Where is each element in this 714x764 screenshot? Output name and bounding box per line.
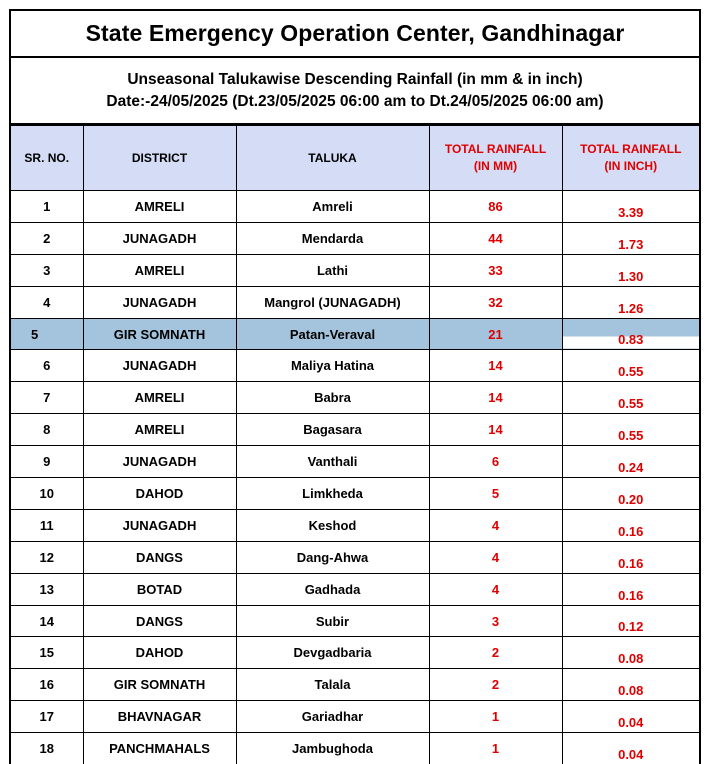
cell-taluka: Lathi	[236, 254, 429, 286]
table-row	[11, 191, 699, 223]
header-rainfall-mm-line1: TOTAL RAINFALL	[445, 142, 546, 156]
table-row	[11, 669, 699, 701]
table-row	[11, 382, 699, 414]
cell-sr-no: 2	[11, 222, 83, 254]
cell-rainfall-inch: 0.04	[562, 733, 699, 764]
cell-rainfall-inch: 0.08	[562, 637, 699, 669]
cell-district: BOTAD	[83, 573, 236, 605]
report-subtitle	[11, 58, 699, 125]
header-rainfall-inch-line2: (IN INCH)	[604, 159, 657, 173]
cell-district: JUNAGADH	[83, 222, 236, 254]
cell-rainfall-mm: 5	[429, 478, 562, 510]
cell-district: GIR SOMNATH	[83, 669, 236, 701]
cell-taluka: Limkheda	[236, 478, 429, 510]
table-row	[11, 350, 699, 382]
header-taluka: TALUKA	[236, 126, 429, 191]
cell-rainfall-mm: 86	[429, 191, 562, 223]
cell-rainfall-mm: 2	[429, 669, 562, 701]
cell-taluka: Bagasara	[236, 414, 429, 446]
header-sr-no: SR. NO.	[11, 126, 83, 191]
report-title: State Emergency Operation Center, Gandhinagar	[11, 11, 699, 58]
cell-rainfall-inch: 0.04	[562, 701, 699, 733]
table-row	[11, 478, 699, 510]
table-row	[11, 573, 699, 605]
cell-rainfall-inch: 3.39	[562, 191, 699, 223]
cell-rainfall-inch: 1.30	[562, 254, 699, 286]
cell-rainfall-mm: 4	[429, 573, 562, 605]
cell-district: GIR SOMNATH	[83, 318, 236, 350]
table-row	[11, 286, 699, 318]
cell-sr-no: 18	[11, 733, 83, 764]
cell-rainfall-mm: 3	[429, 605, 562, 637]
cell-taluka: Dang-Ahwa	[236, 541, 429, 573]
table-row	[11, 541, 699, 573]
table-row	[11, 254, 699, 286]
cell-sr-no: 4	[11, 286, 83, 318]
cell-rainfall-inch: 0.55	[562, 414, 699, 446]
cell-sr-no: 10	[11, 478, 83, 510]
cell-district: AMRELI	[83, 191, 236, 223]
cell-rainfall-mm: 4	[429, 541, 562, 573]
cell-rainfall-mm: 14	[429, 382, 562, 414]
table-row	[11, 701, 699, 733]
cell-rainfall-mm: 33	[429, 254, 562, 286]
cell-rainfall-inch: 0.12	[562, 605, 699, 637]
cell-rainfall-inch: 0.16	[562, 509, 699, 541]
cell-district: AMRELI	[83, 414, 236, 446]
cell-taluka: Babra	[236, 382, 429, 414]
cell-sr-no: 16	[11, 669, 83, 701]
cell-taluka: Subir	[236, 605, 429, 637]
cell-taluka: Devgadbaria	[236, 637, 429, 669]
cell-district: DANGS	[83, 541, 236, 573]
cell-rainfall-inch: 0.08	[562, 669, 699, 701]
cell-taluka: Gadhada	[236, 573, 429, 605]
cell-sr-no: 13	[11, 573, 83, 605]
cell-rainfall-inch: 0.20	[562, 478, 699, 510]
table-row	[11, 318, 699, 350]
table-row	[11, 222, 699, 254]
cell-rainfall-mm: 4	[429, 509, 562, 541]
cell-rainfall-inch: 0.24	[562, 446, 699, 478]
cell-district: PANCHMAHALS	[83, 733, 236, 764]
cell-district: AMRELI	[83, 254, 236, 286]
cell-rainfall-inch: 1.26	[562, 286, 699, 318]
cell-taluka: Talala	[236, 669, 429, 701]
rainfall-report-sheet	[9, 9, 701, 764]
cell-sr-no: 15	[11, 637, 83, 669]
cell-sr-no: 6	[11, 350, 83, 382]
cell-rainfall-inch: 0.55	[562, 382, 699, 414]
cell-rainfall-inch: 0.55	[562, 350, 699, 382]
cell-sr-no: 5	[11, 318, 83, 350]
cell-district: JUNAGADH	[83, 446, 236, 478]
table-body	[11, 191, 699, 764]
table-row	[11, 509, 699, 541]
cell-taluka: Gariadhar	[236, 701, 429, 733]
cell-rainfall-mm: 2	[429, 637, 562, 669]
cell-taluka: Patan-Veraval	[236, 318, 429, 350]
cell-rainfall-inch: 1.73	[562, 222, 699, 254]
table-row	[11, 446, 699, 478]
cell-district: JUNAGADH	[83, 509, 236, 541]
cell-taluka: Keshod	[236, 509, 429, 541]
cell-taluka: Mendarda	[236, 222, 429, 254]
table-row	[11, 637, 699, 669]
cell-rainfall-mm: 6	[429, 446, 562, 478]
cell-sr-no: 17	[11, 701, 83, 733]
cell-district: DAHOD	[83, 637, 236, 669]
table-row	[11, 733, 699, 764]
cell-sr-no: 3	[11, 254, 83, 286]
header-district: DISTRICT	[83, 126, 236, 191]
header-rainfall-mm-line2: (IN MM)	[474, 159, 517, 173]
cell-sr-no: 14	[11, 605, 83, 637]
cell-sr-no: 7	[11, 382, 83, 414]
subtitle-description: Unseasonal Talukawise Descending Rainfall (in mm & in inch)	[127, 69, 582, 91]
cell-district: AMRELI	[83, 382, 236, 414]
header-rainfall-inch	[562, 126, 699, 191]
cell-rainfall-mm: 1	[429, 701, 562, 733]
header-rainfall-mm	[429, 126, 562, 191]
cell-sr-no: 8	[11, 414, 83, 446]
cell-rainfall-mm: 1	[429, 733, 562, 764]
cell-sr-no: 9	[11, 446, 83, 478]
cell-taluka: Amreli	[236, 191, 429, 223]
header-rainfall-inch-line1: TOTAL RAINFALL	[580, 142, 681, 156]
cell-district: JUNAGADH	[83, 350, 236, 382]
cell-rainfall-mm: 44	[429, 222, 562, 254]
cell-district: BHAVNAGAR	[83, 701, 236, 733]
subtitle-date-range: Date:-24/05/2025 (Dt.23/05/2025 06:00 am to Dt.24/05/2025 06:00 am)	[106, 91, 603, 113]
cell-taluka: Maliya Hatina	[236, 350, 429, 382]
cell-sr-no: 1	[11, 191, 83, 223]
cell-district: JUNAGADH	[83, 286, 236, 318]
cell-rainfall-inch: 0.16	[562, 573, 699, 605]
cell-rainfall-mm: 14	[429, 350, 562, 382]
cell-rainfall-mm: 21	[429, 318, 562, 350]
cell-sr-no: 11	[11, 509, 83, 541]
cell-taluka: Jambughoda	[236, 733, 429, 764]
cell-rainfall-inch: 0.83	[562, 318, 699, 350]
table-row	[11, 414, 699, 446]
rainfall-table	[11, 125, 699, 764]
cell-sr-no: 12	[11, 541, 83, 573]
cell-rainfall-inch: 0.16	[562, 541, 699, 573]
cell-district: DANGS	[83, 605, 236, 637]
cell-taluka: Mangrol (JUNAGADH)	[236, 286, 429, 318]
cell-rainfall-mm: 32	[429, 286, 562, 318]
cell-taluka: Vanthali	[236, 446, 429, 478]
cell-district: DAHOD	[83, 478, 236, 510]
cell-rainfall-mm: 14	[429, 414, 562, 446]
table-row	[11, 605, 699, 637]
table-header-row	[11, 126, 699, 191]
